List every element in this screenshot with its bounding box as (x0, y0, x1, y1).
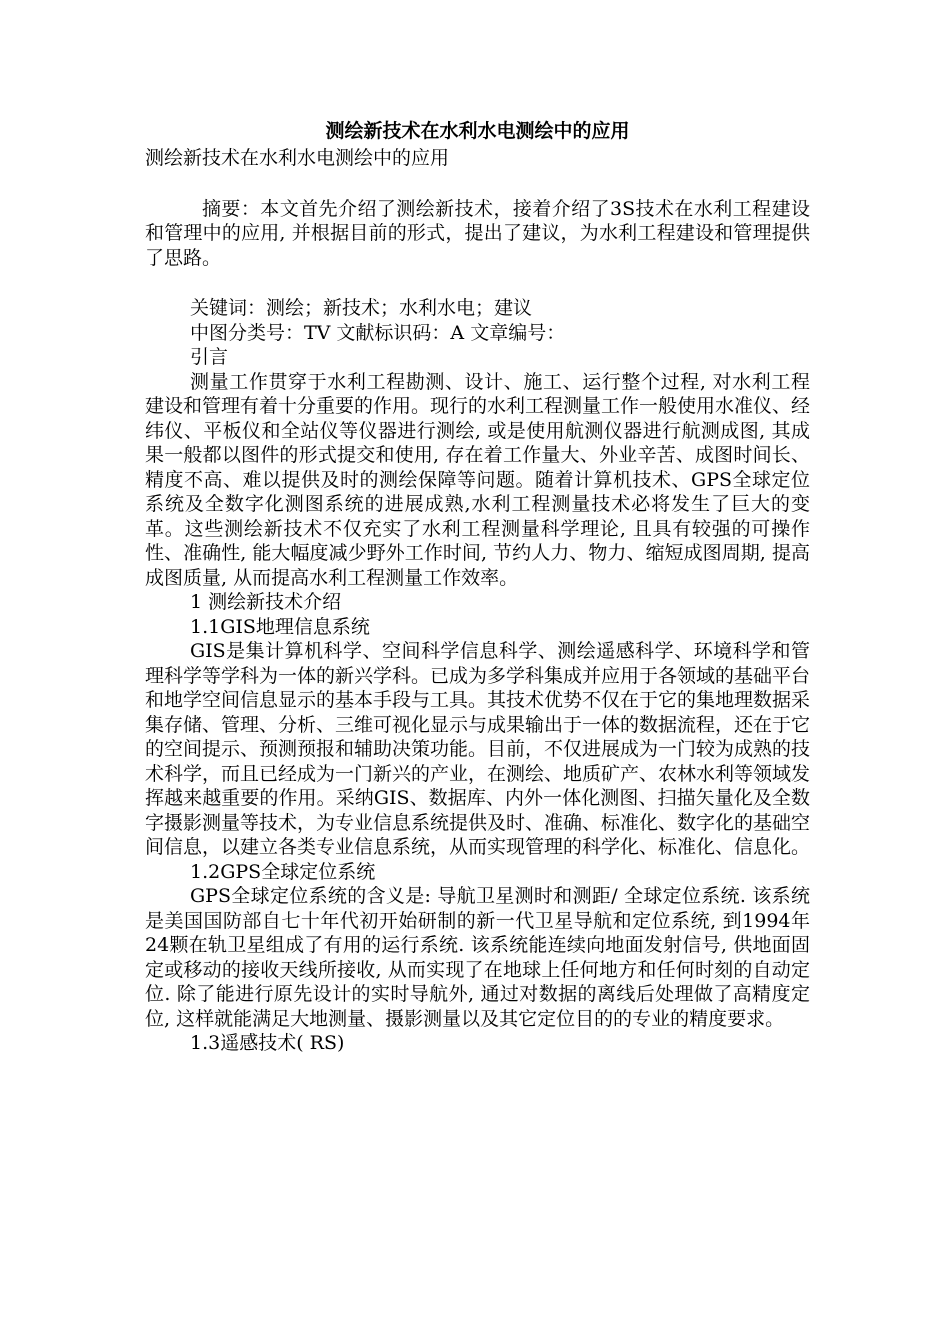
abstract-paragraph: 摘要：本文首先介绍了测绘新技术，接着介绍了3S技术在水利工程建设和管理中的应用, 并根据目前的形式，提出了建议，为水利工程建设和管理提供了思路。 (145, 197, 810, 269)
keywords-line: 关键词：测绘；新技术；水利水电；建议 (190, 297, 533, 319)
section-1-heading: 1 测绘新技术介绍 (190, 591, 342, 613)
document-title: 测绘新技术在水利水电测绘中的应用 (325, 120, 630, 142)
section-1-1-heading: 1.1GIS地理信息系统 (190, 615, 370, 638)
intro-heading: 引言 (190, 346, 229, 368)
classification-line: 中图分类号：TV 文献标识码：A 文章编号： (190, 321, 566, 344)
document-page (145, 118, 810, 1056)
document-subtitle: 测绘新技术在水利水电测绘中的应用 (145, 147, 450, 169)
intro-paragraph: 测量工作贯穿于水利工程勘测、设计、施工、运行整个过程, 对水利工程建设和管理有着十分重要的作用。现行的水利工程测量工作一般使用水准仪、经纬仪、平板仪和全站仪等仪器进行测绘, 或是使用航测仪器进行航测成图, 其成果一般都以图件的形式提交和使用, 存在着工作量大、外业辛苦、成图时间长、精度不高、难以提供及时的测绘保障等问题。随着计算机技术、GPS全球定位系统及全数字化测图系统的进展成熟,水利工程测量技术必将发生了巨大的变革。这些测绘新技术不仅充实了水利工程测量科学理论, 且具有较强的可操作性、准确性, 能大幅度减少野外工作时间, 节约人力、物力、缩短成图周期, 提高成图质量, 从而提高水利工程测量工作效率。 (145, 370, 811, 589)
gps-paragraph: GPS全球定位系统的含义是: 导航卫星测时和测距/ 全球定位系统. 该系统是美国国防部自七十年代初开始研制的新一代卫星导航和定位系统, 到1994年24颗在轨卫星组成了有用的运行系统. 该系统能连续向地面发射信号, 供地面固定或移动的接收天线所接收, 从而实现了在地球上任何地方和任何时刻的自动定位. 除了能进行原先设计的实时导航外, 通过对数据的离线后处理做了高精度定位, 这样就能满足大地测量、摄影测量以及其它定位目的的专业的精度要求。 (145, 885, 810, 1030)
section-1-2-heading: 1.2GPS全球定位系统 (190, 860, 376, 883)
section-1-3-heading: 1.3遥感技术( RS) (190, 1032, 345, 1054)
gis-paragraph: GIS是集计算机科学、空间科学信息科学、测绘遥感科学、环境科学和管理科学等学科为一体的新兴学科。已成为多学科集成并应用于各领域的基础平台和地学空间信息显示的基本手段与工具。其技术优势不仅在于它的集地理数据采集存储、管理、分析、三维可视化显示与成果输出于一体的数据流程，还在于它的空间提示、预测预报和辅助决策功能。目前，不仅进展成为一门较为成熟的技术科学，而且已经成为一门新兴的产业，在测绘、地质矿产、农林水利等领域发挥越来越重要的作用。采纳GIS、数据库、内外一体化测图、扫描矢量化及全数字摄影测量等技术，为专业信息系统提供及时、准确、标准化、数字化的基础空间信息，以建立各类专业信息系统，从而实现管理的科学化、标准化、信息化。 (145, 640, 811, 858)
